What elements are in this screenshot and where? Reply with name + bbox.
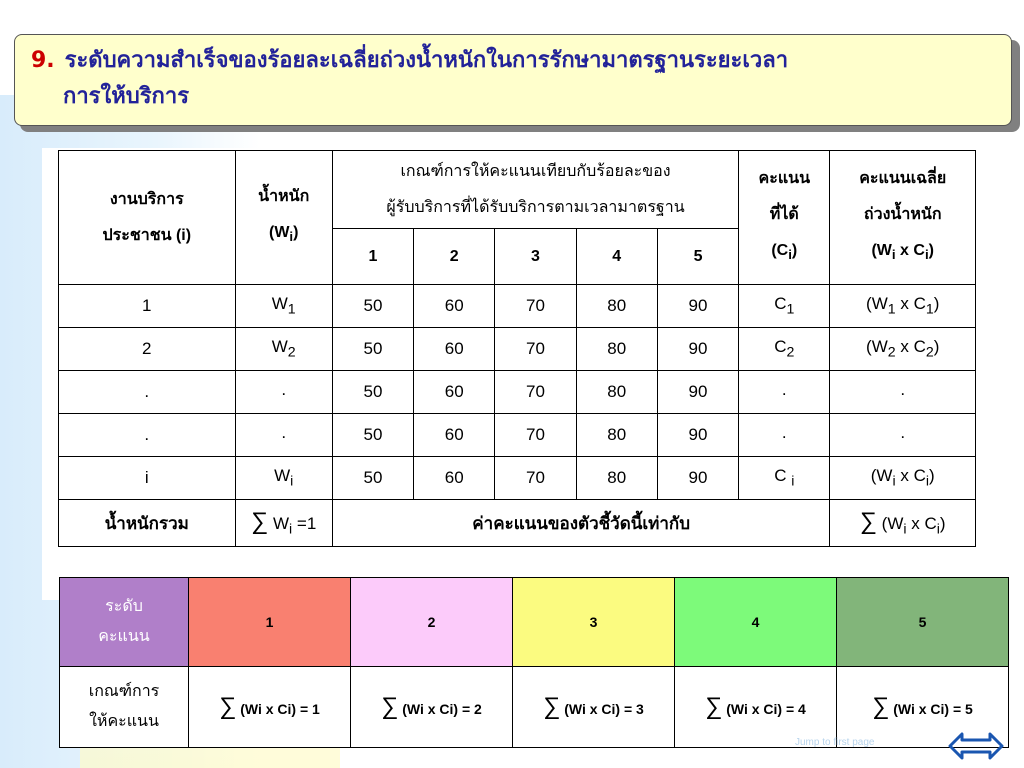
product-cell: . — [830, 371, 976, 414]
score-cell: . — [739, 414, 830, 457]
criteria-5-cell: ∑ (Wi x Ci) = 5 — [837, 667, 1009, 748]
header-weighted-average: คะแนนเฉลี่ย ถ่วงน้ำหนัก ($W_i$ x $C_i$) — [830, 151, 976, 285]
level-4-value: 80 — [576, 285, 657, 328]
level-4-value: 80 — [576, 328, 657, 371]
level-1-value: 50 — [332, 371, 413, 414]
score-cell: $C_2$ — [739, 328, 830, 371]
criteria-row-label: เกณฑ์การ ให้คะแนน — [60, 667, 189, 748]
sigma-icon: ∑ — [543, 693, 561, 720]
criteria-3-cell: ∑ (Wi x Ci) = 3 — [513, 667, 675, 748]
level-5-value: 90 — [657, 285, 738, 328]
level-5-value: 90 — [657, 371, 738, 414]
sigma-icon: ∑ — [859, 508, 877, 536]
total-label: น้ำหนักรวม — [59, 500, 236, 547]
level-2-value: 60 — [414, 414, 495, 457]
jump-to-first-page-link[interactable]: Jump to first page — [795, 737, 875, 748]
weight-cell: $W_i$ — [235, 457, 332, 500]
criteria-4-cell: ∑ (Wi x Ci) = 4 — [675, 667, 837, 748]
level-2-value: 60 — [414, 371, 495, 414]
total-sum: ∑ ($W_i$ x $C_i$) — [830, 500, 976, 547]
table-row — [59, 328, 976, 371]
level-4-value: 80 — [576, 414, 657, 457]
sigma-icon: ∑ — [705, 693, 723, 720]
level-3-value: 70 — [495, 328, 576, 371]
total-weight: ∑ $W_i =1$ — [235, 500, 332, 547]
level-5-value: 90 — [657, 328, 738, 371]
header-level-4: 4 — [576, 229, 657, 285]
service-index: . — [59, 414, 236, 457]
table-row — [59, 371, 976, 414]
criteria-2-cell: ∑ (Wi x Ci) = 2 — [351, 667, 513, 748]
level-4-value: 80 — [576, 371, 657, 414]
level-1-value: 50 — [332, 328, 413, 371]
level-1-value: 50 — [332, 457, 413, 500]
level-2-value: 60 — [414, 457, 495, 500]
product-cell: . — [830, 414, 976, 457]
header-level-2: 2 — [414, 229, 495, 285]
service-index: . — [59, 371, 236, 414]
header-score: คะแนน ที่ได้ $(C_i)$ — [739, 151, 830, 285]
service-index: i — [59, 457, 236, 500]
product-cell: ($W_2$ x $C_2$) — [830, 328, 976, 371]
service-index: 1 — [59, 285, 236, 328]
sigma-icon: ∑ — [381, 693, 399, 720]
table-row — [59, 457, 976, 500]
level-3-cell: 3 — [513, 578, 675, 667]
level-3-value: 70 — [495, 414, 576, 457]
sigma-icon: ∑ — [872, 693, 890, 720]
title-box — [14, 34, 1012, 126]
level-2-value: 60 — [414, 328, 495, 371]
product-cell: ($W_1$ x $C_1$) — [830, 285, 976, 328]
level-row-label: ระดับ คะแนน — [60, 578, 189, 667]
double-arrow-icon[interactable] — [948, 728, 1004, 764]
header-level-3: 3 — [495, 229, 576, 285]
header-weight: น้ำหนัก $(W_i)$ — [235, 151, 332, 285]
total-middle-text: ค่าคะแนนของตัวชี้วัดนี้เท่ากับ — [332, 500, 830, 547]
level-5-value: 90 — [657, 414, 738, 457]
score-cell: C $_i$ — [739, 457, 830, 500]
title-text-2: การให้บริการ — [63, 84, 190, 109]
level-3-value: 70 — [495, 285, 576, 328]
weight-cell: . — [235, 371, 332, 414]
header-level-5: 5 — [657, 229, 738, 285]
level-5-value: 90 — [657, 457, 738, 500]
header-level-1: 1 — [332, 229, 413, 285]
criteria-1-cell: ∑ (Wi x Ci) = 1 — [189, 667, 351, 748]
level-3-value: 70 — [495, 371, 576, 414]
title-text-1: ระดับความสำเร็จของร้อยละเฉลี่ยถ่วงน้ำหนักในการรักษามาตรฐานระยะเวลา — [64, 48, 789, 73]
weight-cell: $W_2$ — [235, 328, 332, 371]
table-row — [59, 414, 976, 457]
level-5-cell: 5 — [837, 578, 1009, 667]
product-cell: ($W_i$ x $C_i$) — [830, 457, 976, 500]
level-1-value: 50 — [332, 285, 413, 328]
weight-cell: . — [235, 414, 332, 457]
score-cell: $C_1$ — [739, 285, 830, 328]
sigma-icon: ∑ — [251, 508, 269, 536]
service-index: 2 — [59, 328, 236, 371]
sigma-icon: ∑ — [219, 693, 237, 720]
score-level-table — [59, 577, 1009, 748]
total-row — [59, 500, 976, 547]
level-3-value: 70 — [495, 457, 576, 500]
table-row — [59, 285, 976, 328]
level-2-cell: 2 — [351, 578, 513, 667]
level-1-value: 50 — [332, 414, 413, 457]
title-number: 9. — [31, 48, 55, 73]
score-cell: . — [739, 371, 830, 414]
title-line-1 — [31, 43, 995, 79]
weight-cell: $W_1$ — [235, 285, 332, 328]
header-service: งานบริการ ประชาชน (i) — [59, 151, 236, 285]
level-2-value: 60 — [414, 285, 495, 328]
level-1-cell: 1 — [189, 578, 351, 667]
level-4-cell: 4 — [675, 578, 837, 667]
weight-score-table — [58, 150, 976, 547]
level-4-value: 80 — [576, 457, 657, 500]
header-criteria: เกณฑ์การให้คะแนนเทียบกับร้อยละของ ผู้รับบริการที่ได้รับบริการตามเวลามาตรฐาน — [332, 151, 738, 229]
